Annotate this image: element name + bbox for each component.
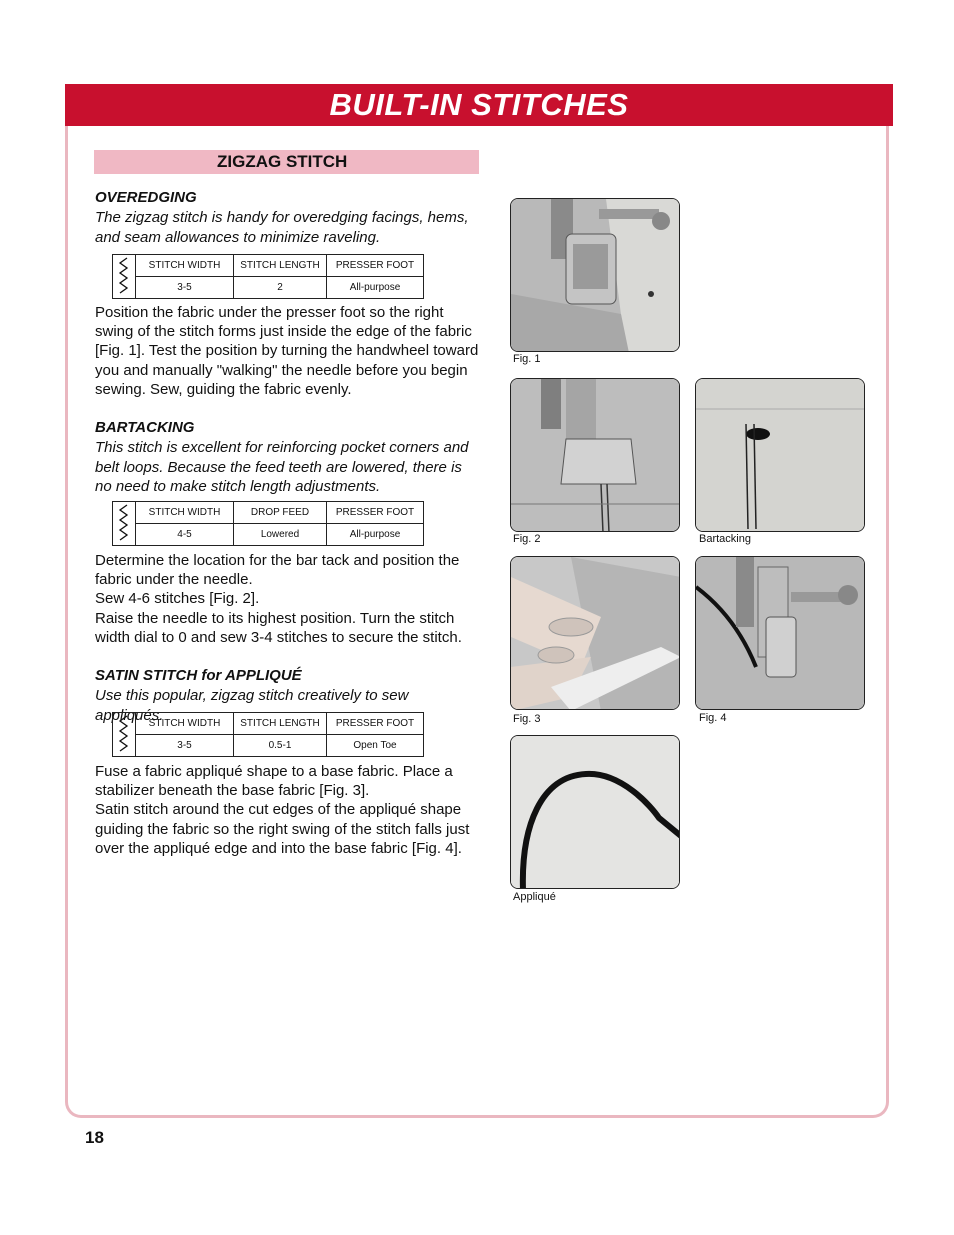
table-cell: All-purpose: [327, 277, 424, 299]
overedging-settings-table: [112, 254, 424, 299]
paragraph: Satin stitch around the cut edges of the appliqué shape guiding the fabric so the right swing of the stitch falls just over the appliqué edge and into the base fabric [Fig. 4].: [95, 801, 470, 857]
bartacking-photo: [695, 378, 865, 532]
paragraph: Raise the needle to its highest position. Turn the stitch width dial to 0 and sew 3-4 stitches to secure the stitch.: [95, 609, 462, 646]
fig4-caption: Fig. 4: [699, 712, 727, 724]
table-header: STITCH WIDTH: [136, 502, 234, 524]
fig4-photo: [695, 556, 865, 710]
zigzag-icon: [113, 713, 136, 757]
applique-photo: [510, 735, 680, 889]
table-cell: All-purpose: [327, 524, 424, 546]
bartacking-body: [95, 551, 480, 647]
fig2-photo: [510, 378, 680, 532]
section-title: ZIGZAG STITCH: [217, 152, 348, 171]
table-cell: 4-5: [136, 524, 234, 546]
page-title: BUILT-IN STITCHES: [329, 87, 629, 122]
overedging-heading: OVEREDGING: [95, 189, 197, 206]
table-header: STITCH WIDTH: [136, 713, 234, 735]
zigzag-icon: [113, 255, 136, 299]
bartacking-caption: Bartacking: [699, 533, 751, 545]
table-cell: 3-5: [136, 277, 234, 299]
paragraph: Sew 4-6 stitches [Fig. 2].: [95, 590, 260, 608]
overedging-body: Position the fabric under the presser foot so the right swing of the stitch forms just inside the edge of the fabric [Fig. 1]. Test the position by turning the handwheel toward you and manually "walking" the needle before you begin sewing. Sew, guiding the fabric evenly.: [95, 304, 479, 398]
bartacking-heading: BARTACKING: [95, 419, 195, 436]
paragraph: Determine the location for the bar tack and position the fabric under the needle.: [95, 552, 460, 589]
table-header: PRESSER FOOT: [327, 502, 424, 524]
table-cell: Open Toe: [327, 735, 424, 757]
fig1-photo: [510, 198, 680, 352]
fig1-caption: Fig. 1: [513, 353, 541, 365]
table-header: DROP FEED: [234, 502, 327, 524]
table-cell: 0.5-1: [234, 735, 327, 757]
overedging-intro: The zigzag stitch is handy for overedging facings, hems, and seam allowances to minimize raveling.: [95, 209, 469, 246]
fig2-caption: Fig. 2: [513, 533, 541, 545]
table-header: PRESSER FOOT: [327, 713, 424, 735]
table-cell: 3-5: [136, 735, 234, 757]
title-banner: [65, 84, 893, 126]
table-cell: 2: [234, 277, 327, 299]
satin-settings-table: [112, 712, 424, 757]
bartacking-intro: This stitch is excellent for reinforcing pocket corners and belt loops. Because the feed teeth are lowered, there is no need to make stitch length adjustments.: [95, 439, 469, 495]
table-header: STITCH LENGTH: [234, 255, 327, 277]
fig3-caption: Fig. 3: [513, 713, 541, 725]
zigzag-icon: [113, 502, 136, 546]
table-header: STITCH WIDTH: [136, 255, 234, 277]
fig3-photo: [510, 556, 680, 710]
page-number: 18: [85, 1128, 104, 1147]
table-header: STITCH LENGTH: [234, 713, 327, 735]
table-header: PRESSER FOOT: [327, 255, 424, 277]
satin-heading: SATIN STITCH for APPLIQUÉ: [95, 667, 302, 684]
table-cell: Lowered: [234, 524, 327, 546]
paragraph: Fuse a fabric appliqué shape to a base fabric. Place a stabilizer beneath the base fabric [Fig. 3].: [95, 763, 453, 800]
section-bar: [94, 150, 479, 174]
applique-caption: Appliqué: [513, 891, 556, 903]
satin-body: [95, 762, 480, 858]
satin-intro: Use this popular, zigzag stitch creatively to sew appliqués.: [95, 687, 409, 724]
bartacking-settings-table: [112, 501, 424, 546]
